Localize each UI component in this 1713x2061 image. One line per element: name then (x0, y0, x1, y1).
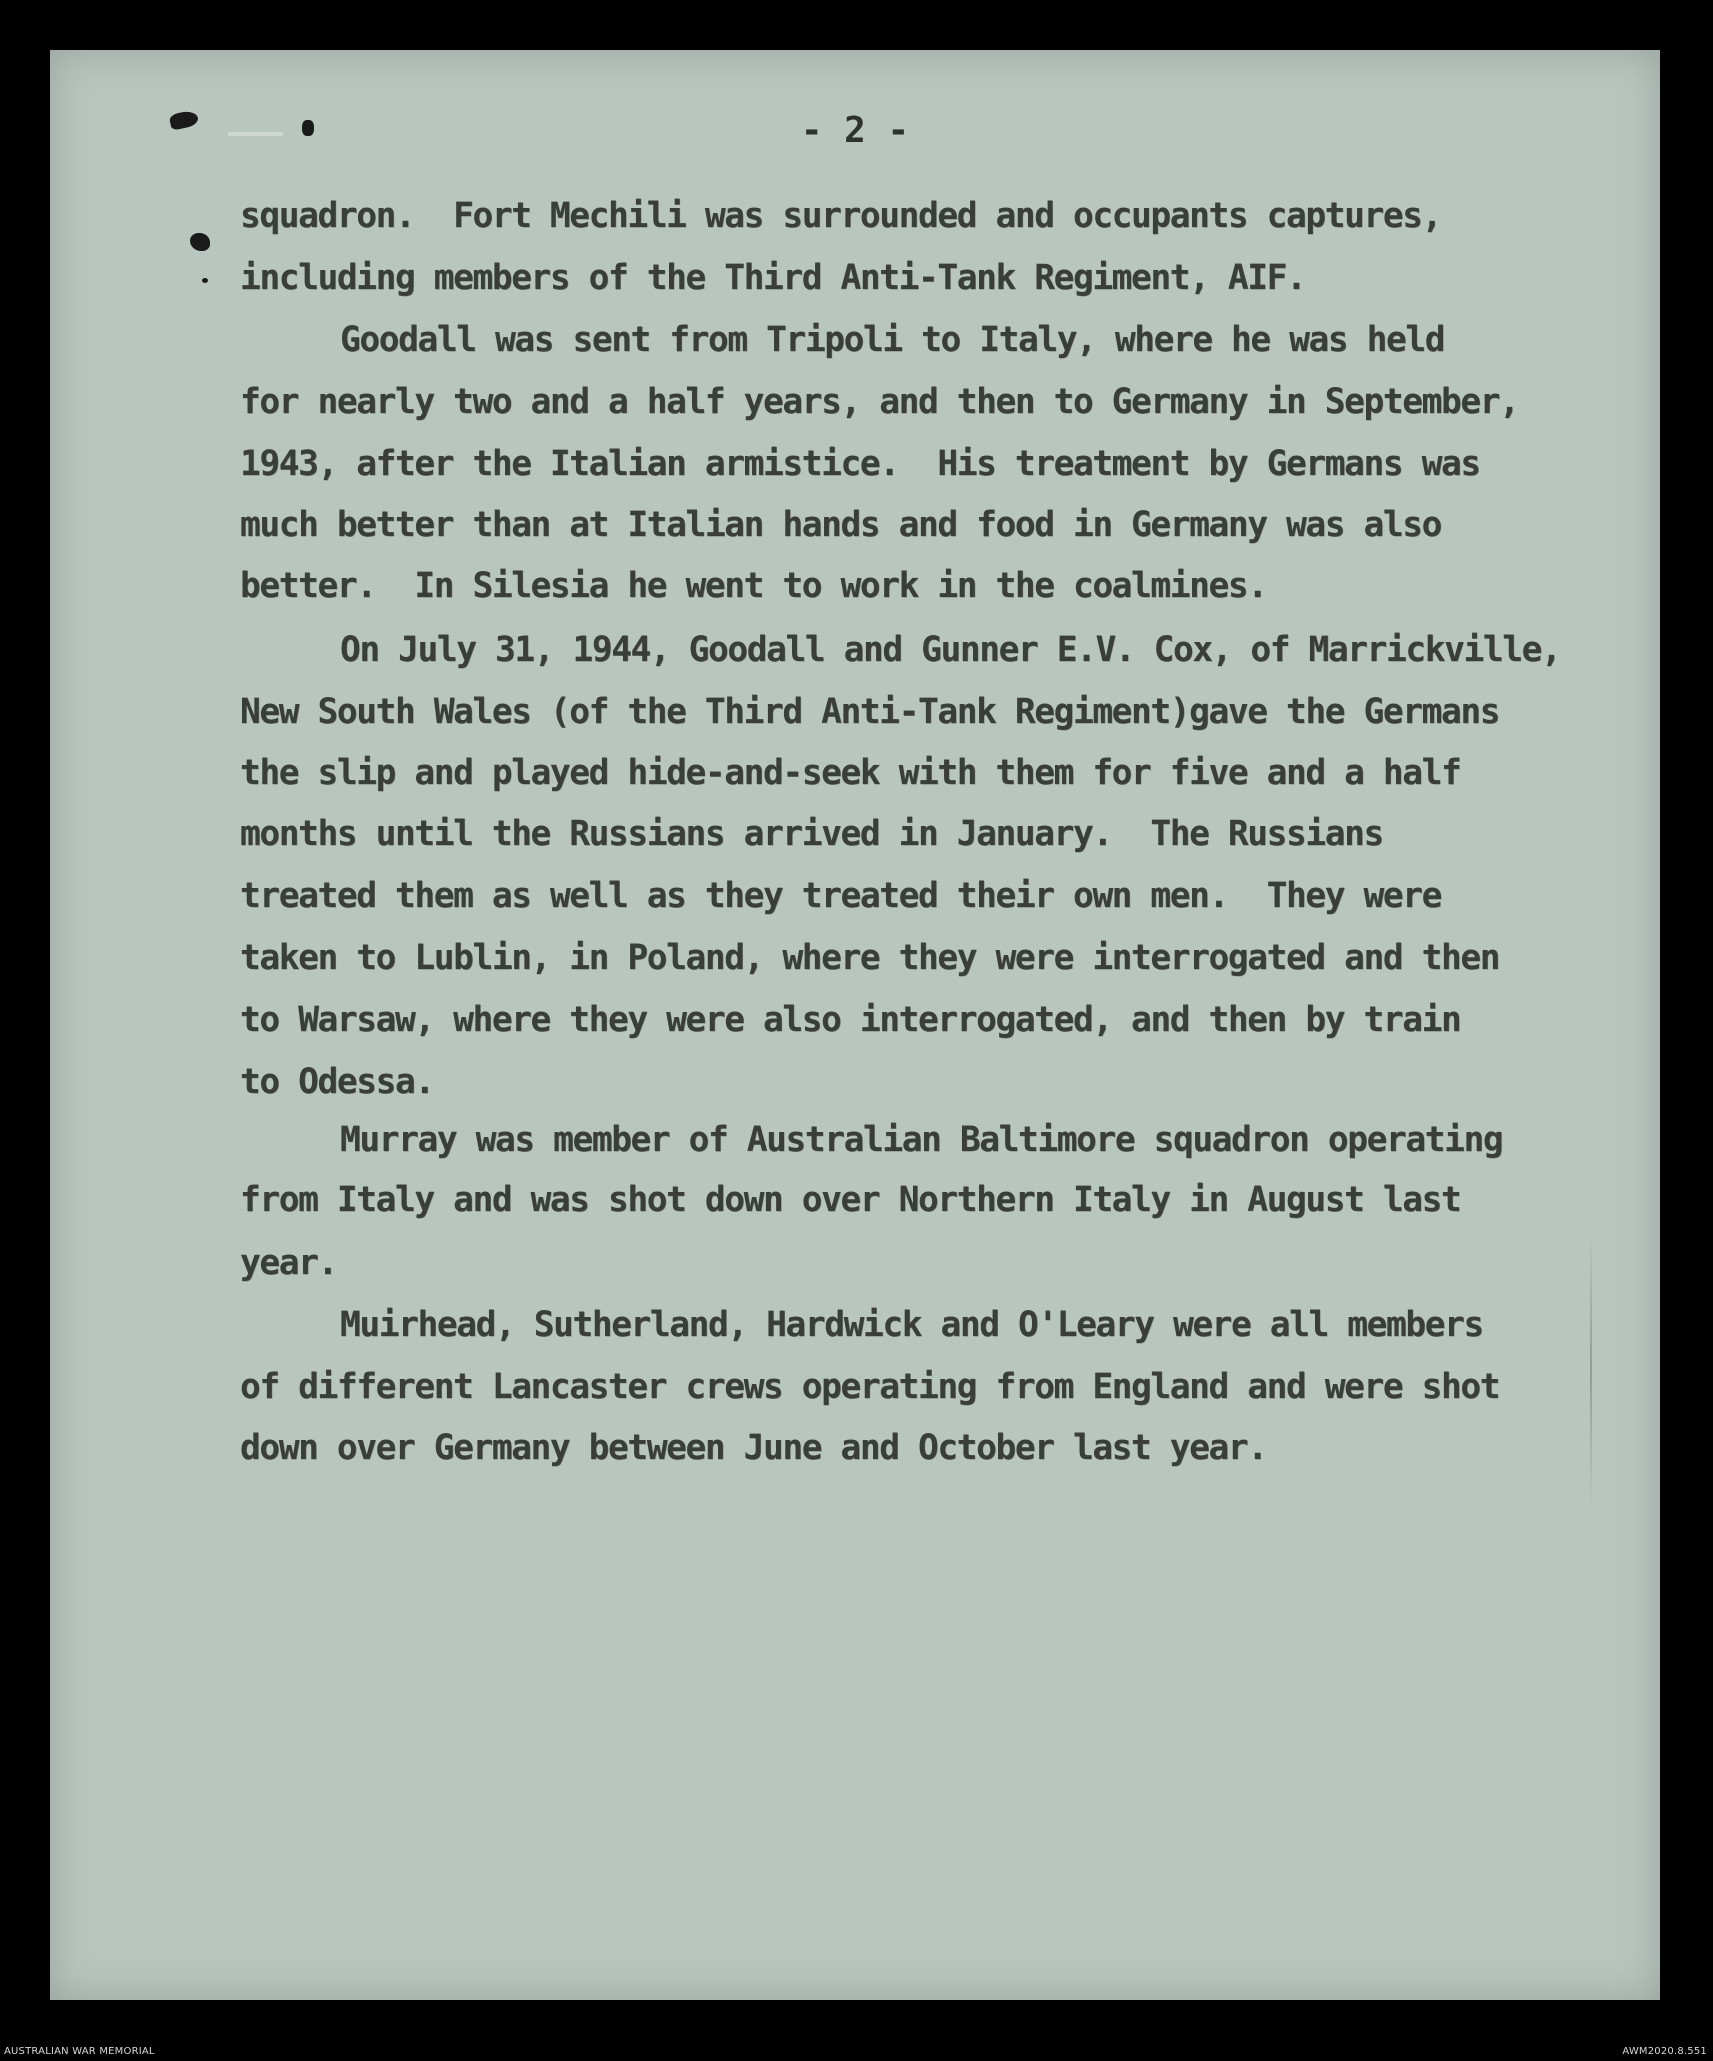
footer-archive-label: AUSTRALIAN WAR MEMORIAL (4, 2046, 155, 2057)
text-line: On July 31, 1944, Goodall and Gunner E.V. Cox, of Marrickville, (340, 630, 1561, 670)
text-line: taken to Lublin, in Poland, where they were interrogated and then (240, 938, 1500, 978)
text-line: New South Wales (of the Third Anti-Tank Regiment)gave the Germans (240, 692, 1500, 732)
text-line: 1943, after the Italian armistice. His treatment by Germans was (240, 444, 1480, 484)
punch-hole-mark (190, 233, 210, 251)
page-number: - 2 - (800, 110, 910, 151)
text-line: of different Lancaster crews operating from England and were shot (240, 1367, 1500, 1407)
text-line: from Italy and was shot down over Northern Italy in August last (240, 1180, 1461, 1220)
text-line: to Warsaw, where they were also interrogated, and then by train (240, 1000, 1461, 1040)
text-line: months until the Russians arrived in January. The Russians (240, 814, 1383, 854)
text-line: including members of the Third Anti-Tank Regiment, AIF. (240, 258, 1306, 298)
text-line: treated them as well as they treated their own men. They were (240, 876, 1441, 916)
text-line: year. (240, 1243, 337, 1283)
text-line: much better than at Italian hands and food in Germany was also (240, 505, 1441, 545)
paper-crease (1590, 1230, 1592, 1510)
text-line: down over Germany between June and October last year. (240, 1428, 1267, 1468)
text-line: the slip and played hide-and-seek with them for five and a half (240, 753, 1461, 793)
text-line: Murray was member of Australian Baltimore squadron operating (340, 1120, 1503, 1160)
footer-item-id: AWM2020.8.551 (1622, 2046, 1707, 2057)
text-line: better. In Silesia he went to work in the coalmines. (240, 566, 1267, 606)
document-page (50, 50, 1660, 2000)
text-line: Goodall was sent from Tripoli to Italy, where he was held (340, 320, 1445, 360)
text-line: squadron. Fort Mechili was surrounded and occupants captures, (240, 196, 1441, 236)
punch-hole-mark (202, 278, 208, 283)
text-line: Muirhead, Sutherland, Hardwick and O'Leary were all members (340, 1305, 1483, 1345)
text-line: to Odessa. (240, 1062, 434, 1102)
text-line: for nearly two and a half years, and then to Germany in September, (240, 382, 1519, 422)
